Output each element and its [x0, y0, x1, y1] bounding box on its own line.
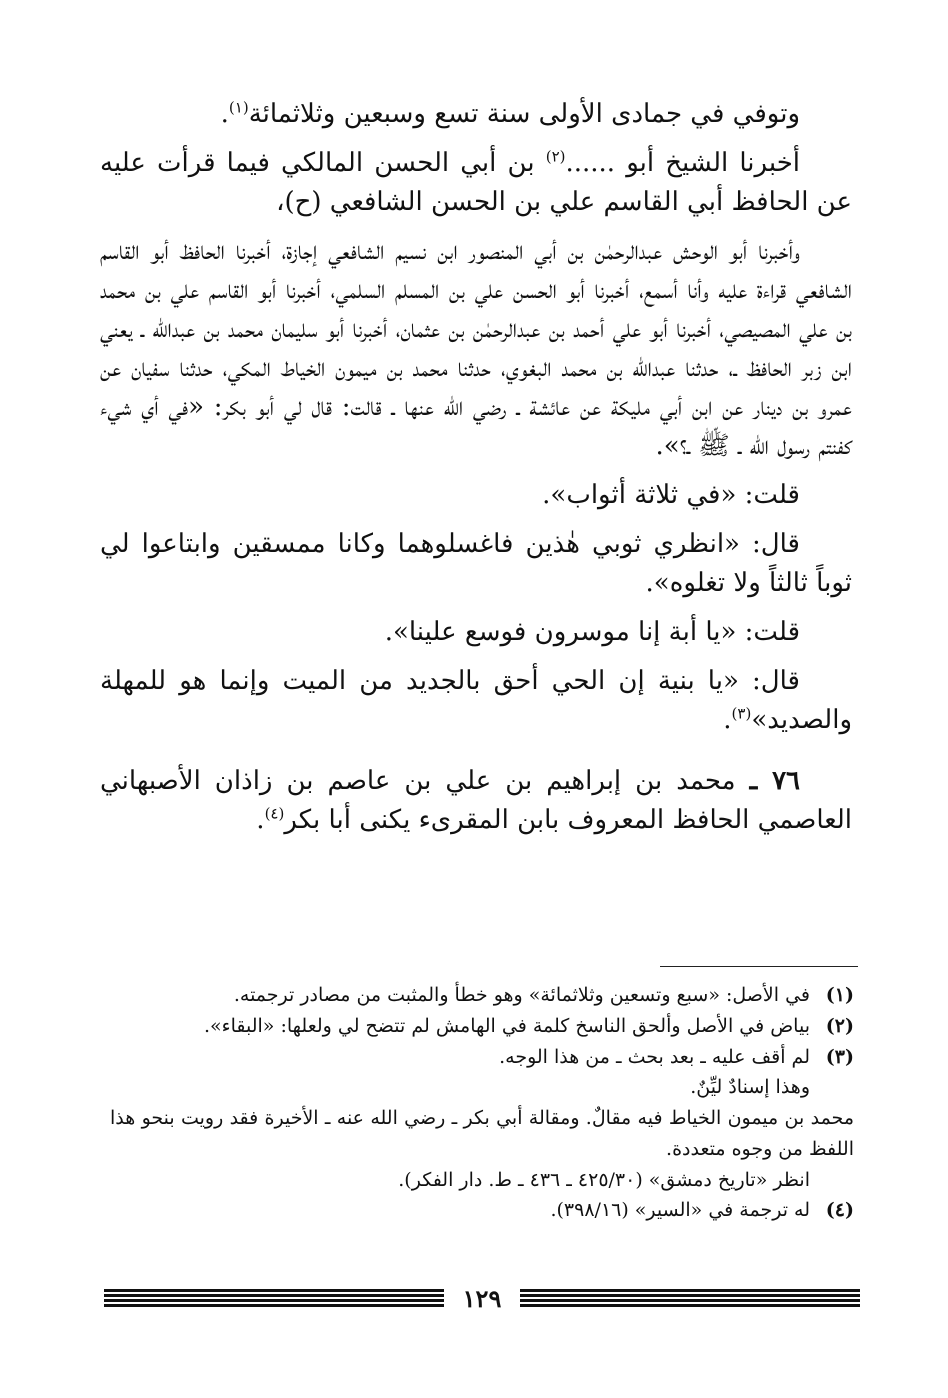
paragraph: قال: «يا بنية إن الحي أحق بالجديد من الميت وإنما هو للمهلة والصديد»$^{(٣)}$.: [100, 666, 852, 735]
footnote: [110, 1195, 854, 1226]
footnote-ref: (٢): [545, 147, 566, 166]
paragraph-text: وتوفي في جمادى الأولى سنة تسع وسبعين وثلاثمائة: [248, 99, 800, 129]
footnote-ref: (٤): [264, 804, 285, 823]
footnote-number: (٤): [825, 1199, 854, 1222]
footer-rule-left: [104, 1287, 444, 1309]
paragraph: [100, 525, 852, 603]
footnote-text: لم أقف عليه ـ بعد بحث ـ من هذا الوجه.: [499, 1045, 810, 1068]
page-number: ١٢٩: [462, 1283, 502, 1313]
entry-text: محمد بن إبراهيم بن علي بن عاصم بن زاذان الأصبهاني العاصمي الحافظ المعروف بابن المقرىء يكنى أبا بكر: [100, 766, 852, 835]
entry-number: ٧٦ ـ: [749, 766, 800, 796]
paragraph-text: بن أبي الحسن المالكي فيما قرأت عليه عن الحافظ أبي القاسم علي بن الحسن الشافعي (ح)،: [100, 148, 852, 217]
footnote: [110, 1011, 854, 1042]
footnote-text: في الأصل: «سبع وتسعين وثلاثمائة» وهو خطأ والمثبت من مصادر ترجمته.: [233, 984, 810, 1006]
footnote: [110, 980, 854, 1011]
page-footer: [104, 1283, 860, 1313]
footnote-continuation: وهذا إسنادٌ ليِّنٌ.: [690, 1076, 810, 1099]
footnote-number: (٢): [825, 1014, 854, 1037]
footnote-ref: (١): [228, 98, 249, 117]
biography-entry: ٧٦ ـ محمد بن إبراهيم بن علي بن عاصم بن زاذان الأصبهاني العاصمي الحافظ المعروف بابن المقرىء يكنى أبا بكر$^{(٤)}$.: [100, 766, 852, 835]
paragraph-text: قال: «يا بنية إن الحي أحق بالجديد من الميت وإنما هو للمهلة والصديد»: [100, 666, 852, 735]
footnote-text: بياض في الأصل وألحق الناسخ كلمة في الهامش لم تتضح لي ولعلها: «البقاء».: [204, 1014, 810, 1037]
footnote-separator: [660, 966, 858, 967]
paragraph-text: قلت: «يا أبة إنا موسرون فوسع علينا».: [384, 617, 800, 647]
footnote-ref: (٣): [731, 704, 752, 723]
footnote-text: له ترجمة في «السير» (٣٩٨/١٦).: [550, 1199, 810, 1222]
paragraph: [100, 144, 852, 222]
paragraph-text: قال: «انظري ثوبي هٰذين فاغسلوهما وكانا ممسقين وابتاعوا لي ثوباً ثالثاً ولا تغلوه».: [100, 529, 852, 598]
footnote-continuation: انظر «تاريخ دمشق» (٤٢٥/٣٠ ـ ٤٣٦ ـ ط. دار الفكر).: [398, 1168, 810, 1191]
main-text: [100, 95, 852, 840]
paragraph: [100, 476, 852, 515]
paragraph-text: قلت: «في ثلاثة أثواب».: [542, 480, 800, 510]
paragraph: وتوفي في جمادى الأولى سنة تسع وسبعين وثلاثمائة$^{(١)}$.: [100, 95, 852, 134]
footnote-number: (٣): [825, 1045, 854, 1068]
paragraph-text: وأخبرنا أبو الوحش عبدالرحمٰن بن أبي المنصور ابن نسيم الشافعي إجازة، أخبرنا الحافظ أبو القاسم الشافعي قراءة عليه وأنا أسمع، أخبرنا أبو الحسن علي بن المسلم السلمي، أخبرنا أبو القاسم علي بن محمد بن علي المصيصي، أخبرنا أبو علي أحمد بن عبدالرحمٰن بن عثمان، أخبرنا أبو سليمان محمد بن عبدالله ـ يعني ابن زبر الحافظ ـ، حدثنا عبدالله بن محمد البغوي، حدثنا محمد بن ميمون الخياط المكي، حدثنا سفيان عن عمرو بن دينار عن ابن أبي مليكة عن عائشة ـ رضي الله عنها ـ قالت: قال لي أبو بكر: «في أي شيء كفنتم رسول الله ـ ﷺ ـ؟».: [100, 236, 852, 461]
footnote-continuation: محمد بن ميمون الخياط فيه مقالٌ. ومقالة أبي بكر ـ رضي الله عنه ـ الأخيرة فقد رويت بنحو هذا اللفظ من وجوه متعددة.: [110, 1107, 854, 1160]
footnote: [110, 1042, 854, 1073]
footnotes: [110, 980, 854, 1226]
footer-rule-right: [520, 1287, 860, 1309]
paragraph: [100, 613, 852, 652]
footnote-number: (١): [825, 984, 854, 1006]
paragraph-text: أخبرنا الشيخ أبو ......: [565, 148, 800, 178]
paragraph: [100, 232, 852, 466]
